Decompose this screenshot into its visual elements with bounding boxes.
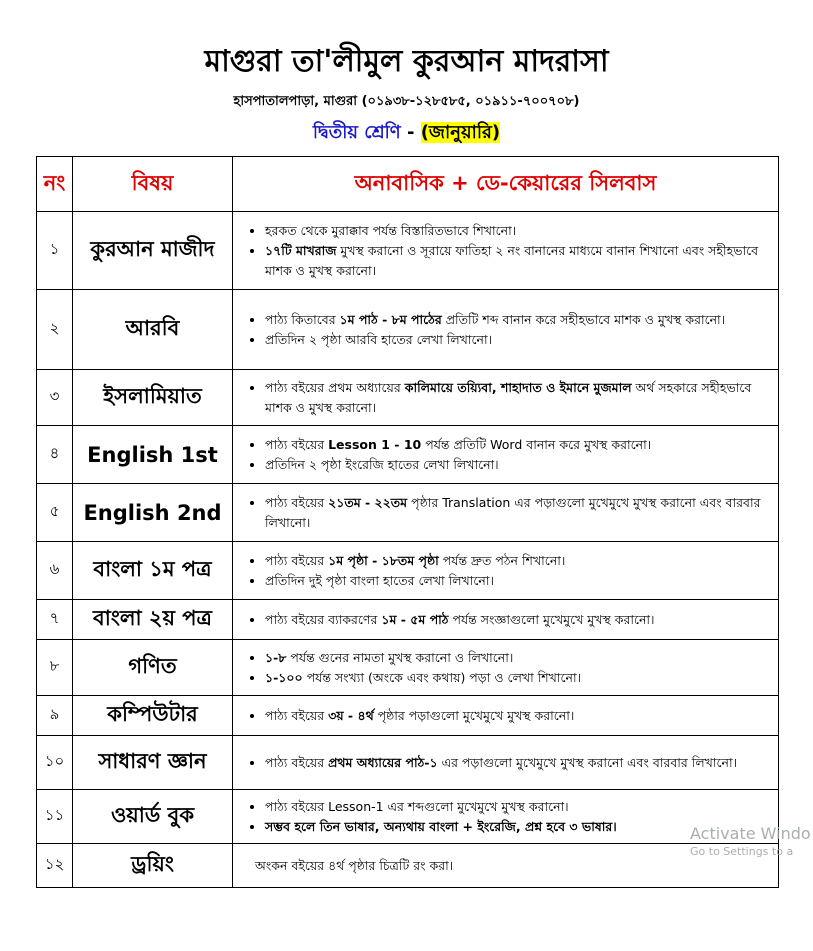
table-row	[37, 600, 779, 640]
syllabus-list	[243, 706, 768, 726]
syllabus-plain-text: অংকন বইয়ের ৪র্থ পৃষ্ঠার চিত্রটি রং করা।	[255, 857, 454, 873]
item-text: অর্থ সহকারে সহীহভাবে মাশক ও মুখস্থ করানো।	[265, 379, 752, 415]
syllabus-list	[243, 221, 768, 281]
syllabus-list	[243, 551, 768, 591]
row-syllabus	[233, 484, 779, 542]
syllabus-item	[265, 551, 768, 571]
item-text: পাঠ্য বইয়ের	[265, 552, 329, 568]
class-name: দ্বিতীয় শ্রেণি	[312, 122, 401, 143]
row-syllabus	[233, 426, 779, 484]
row-syllabus	[233, 212, 779, 290]
table-row	[37, 426, 779, 484]
row-number: ১	[37, 212, 73, 290]
item-text: পৃষ্ঠার Translation এর পড়াগুলো মুখেমুখে মুখস্থ করানো এবং বারবার লিখানো।	[265, 494, 761, 530]
syllabus-list	[243, 610, 768, 630]
item-text: ১৭টি মাখরাজ	[265, 242, 337, 258]
row-subject: আরবি	[73, 290, 233, 370]
table-row	[37, 370, 779, 426]
item-text: ৩য় - ৪র্থ	[328, 707, 374, 723]
row-syllabus	[233, 370, 779, 426]
item-text: পাঠ্য বইয়ের	[265, 754, 329, 770]
row-syllabus	[233, 696, 779, 736]
table-row	[37, 484, 779, 542]
row-subject: বাংলা ১ম পত্র	[73, 542, 233, 600]
item-text: প্রতিদিন ২ পৃষ্ঠা আরবি হাতের লেখা লিখানো।	[265, 331, 493, 347]
header-syllabus: অনাবাসিক + ডে-কেয়ারের সিলবাস	[233, 157, 779, 212]
syllabus-list	[243, 378, 768, 418]
row-number: ৭	[37, 600, 73, 640]
syllabus-item	[265, 668, 768, 688]
item-text: পাঠ্য বইয়ের প্রথম অধ্যায়ের	[265, 379, 405, 395]
table-row	[37, 212, 779, 290]
table-row	[37, 640, 779, 696]
item-text: কালিমায়ে তয়্যিবা, শাহাদাত ও ইমানে মুজমাল	[404, 379, 632, 395]
item-text: ১-১০০	[265, 669, 303, 685]
item-text: পাঠ্য বইয়ের	[265, 436, 329, 452]
item-text: পর্যন্ত সংখ্যা (অংকে এবং কথায়) পড়া ও লেখা শিখানো।	[302, 669, 582, 685]
item-text: Lesson 1 - 10	[328, 436, 422, 452]
syllabus-item	[265, 648, 768, 668]
address-line: হাসপাতালপাড়া, মাগুরা (০১৯৩৮-১২৮৫৮৫, ০১৯১১-৭০০৭০৮)	[233, 94, 580, 109]
item-text: প্রতিদিন দুই পৃষ্ঠা বাংলা হাতের লেখা লিখানো।	[265, 572, 494, 588]
item-text: ২১তম - ২২তম	[328, 494, 408, 510]
item-text: পর্যন্ত প্রতিটি Word বানান করে মুখস্থ করানো।	[421, 436, 652, 452]
page-title: মাগুরা তা'লীমুল কুরআন মাদরাসা	[204, 44, 609, 79]
syllabus-list	[243, 648, 768, 688]
header-subject: বিষয়	[73, 157, 233, 212]
syllabus-list	[243, 753, 768, 773]
class-line	[0, 118, 813, 149]
row-syllabus	[233, 736, 779, 790]
row-syllabus	[233, 640, 779, 696]
row-syllabus	[233, 290, 779, 370]
item-text: প্রথম অধ্যায়ের পাঠ-১	[328, 754, 438, 770]
item-text: পাঠ্য বইয়ের Lesson-1 এর শব্দগুলো মুখেমুখে মুখস্থ করানো।	[265, 798, 569, 814]
item-text: ১ম পৃষ্ঠা - ১৮তম পৃষ্ঠা	[328, 552, 439, 568]
item-text: মুখস্থ করানো ও সূরায়ে ফাতিহা ২ নং বানানের মাধ্যমে বানান শিখানো এবং সহীহভাবে মাশক ও মুখস্থ করানো।	[265, 242, 759, 278]
row-number: ৬	[37, 542, 73, 600]
row-subject: English 2nd	[73, 484, 233, 542]
separator-dash: -	[400, 122, 421, 143]
item-text: পৃষ্ঠার পড়াগুলো মুখেমুখে মুখস্থ করানো।	[373, 707, 575, 723]
row-subject: কম্পিউটার	[73, 696, 233, 736]
syllabus-item	[265, 797, 768, 817]
row-number: ৯	[37, 696, 73, 736]
item-text: এর পড়াগুলো মুখেমুখে মুখস্থ করানো এবং বারবার লিখানো।	[437, 754, 738, 770]
table-row	[37, 844, 779, 888]
item-text: পাঠ্য বইয়ের	[265, 494, 329, 510]
syllabus-item	[265, 753, 768, 773]
syllabus-item	[265, 610, 768, 630]
row-subject: ওয়ার্ড বুক	[73, 790, 233, 844]
activate-windows-watermark	[690, 824, 811, 858]
item-text: ১-৮	[265, 649, 287, 665]
row-number: ১১	[37, 790, 73, 844]
syllabus-list	[243, 310, 768, 350]
month-label: (জানুয়ারি)	[420, 122, 501, 143]
syllabus-item	[265, 493, 768, 533]
item-text: পর্যন্ত সংজ্ঞাগুলো মুখেমুখে মুখস্থ করানো।	[448, 611, 655, 627]
row-subject: কুরআন মাজীদ	[73, 212, 233, 290]
row-syllabus	[233, 600, 779, 640]
item-text: সম্ভব হলে তিন ভাষার, অন্যথায় বাংলা + ইংরেজি, প্রশ্ন হবে ৩ ভাষার।	[265, 818, 617, 834]
item-text: পর্যন্ত দ্রুত পঠন শিখানো।	[438, 552, 566, 568]
row-subject: বাংলা ২য় পত্র	[73, 600, 233, 640]
syllabus-item	[265, 221, 768, 241]
row-subject: ড্রয়িং	[73, 844, 233, 888]
row-subject: সাধারণ জ্ঞান	[73, 736, 233, 790]
table-row	[37, 696, 779, 736]
syllabus-item	[265, 241, 768, 281]
watermark-line1: Activate Windo	[690, 824, 811, 843]
table-row	[37, 736, 779, 790]
syllabus-item	[265, 378, 768, 418]
syllabus-item	[265, 455, 768, 475]
item-text: পাঠ্য বইয়ের	[265, 707, 329, 723]
syllabus-list	[243, 435, 768, 475]
row-number: ২	[37, 290, 73, 370]
item-text: ১ম পাঠ - ৮ম পাঠের	[339, 311, 442, 327]
row-syllabus	[233, 542, 779, 600]
row-number: ১০	[37, 736, 73, 790]
syllabus-item	[265, 435, 768, 455]
syllabus-item	[265, 310, 768, 330]
syllabus-table	[36, 156, 779, 888]
row-number: ৮	[37, 640, 73, 696]
table-row	[37, 542, 779, 600]
table-row	[37, 290, 779, 370]
row-number: ১২	[37, 844, 73, 888]
row-subject: English 1st	[73, 426, 233, 484]
watermark-line2: Go to Settings to a	[690, 845, 794, 858]
header-number: নং	[37, 157, 73, 212]
syllabus-item	[265, 706, 768, 726]
table-header-row	[37, 157, 779, 212]
item-text: পর্যন্ত গুনের নামতা মুখস্থ করানো ও লিখানো।	[286, 649, 514, 665]
row-number: ৪	[37, 426, 73, 484]
syllabus-list	[243, 493, 768, 533]
item-text: ১ম - ৫ম পাঠ	[381, 611, 449, 627]
item-text: হরকত থেকে মুরাক্কাব পর্যন্ত বিস্তারিতভাবে শিখানো।	[265, 222, 517, 238]
row-number: ৫	[37, 484, 73, 542]
syllabus-item	[265, 330, 768, 350]
item-text: পাঠ্য কিতাবের	[265, 311, 340, 327]
row-subject: গণিত	[73, 640, 233, 696]
row-number: ৩	[37, 370, 73, 426]
syllabus-item	[265, 571, 768, 591]
item-text: প্রতিদিন ২ পৃষ্ঠা ইংরেজি হাতের লেখা লিখানো।	[265, 456, 499, 472]
table-row	[37, 790, 779, 844]
item-text: প্রতিটি শব্দ বানান করে সহীহভাবে মাশক ও মুখস্থ করানো।	[441, 311, 726, 327]
row-subject: ইসলামিয়াত	[73, 370, 233, 426]
item-text: পাঠ্য বইয়ের ব্যাকরণের	[265, 611, 382, 627]
